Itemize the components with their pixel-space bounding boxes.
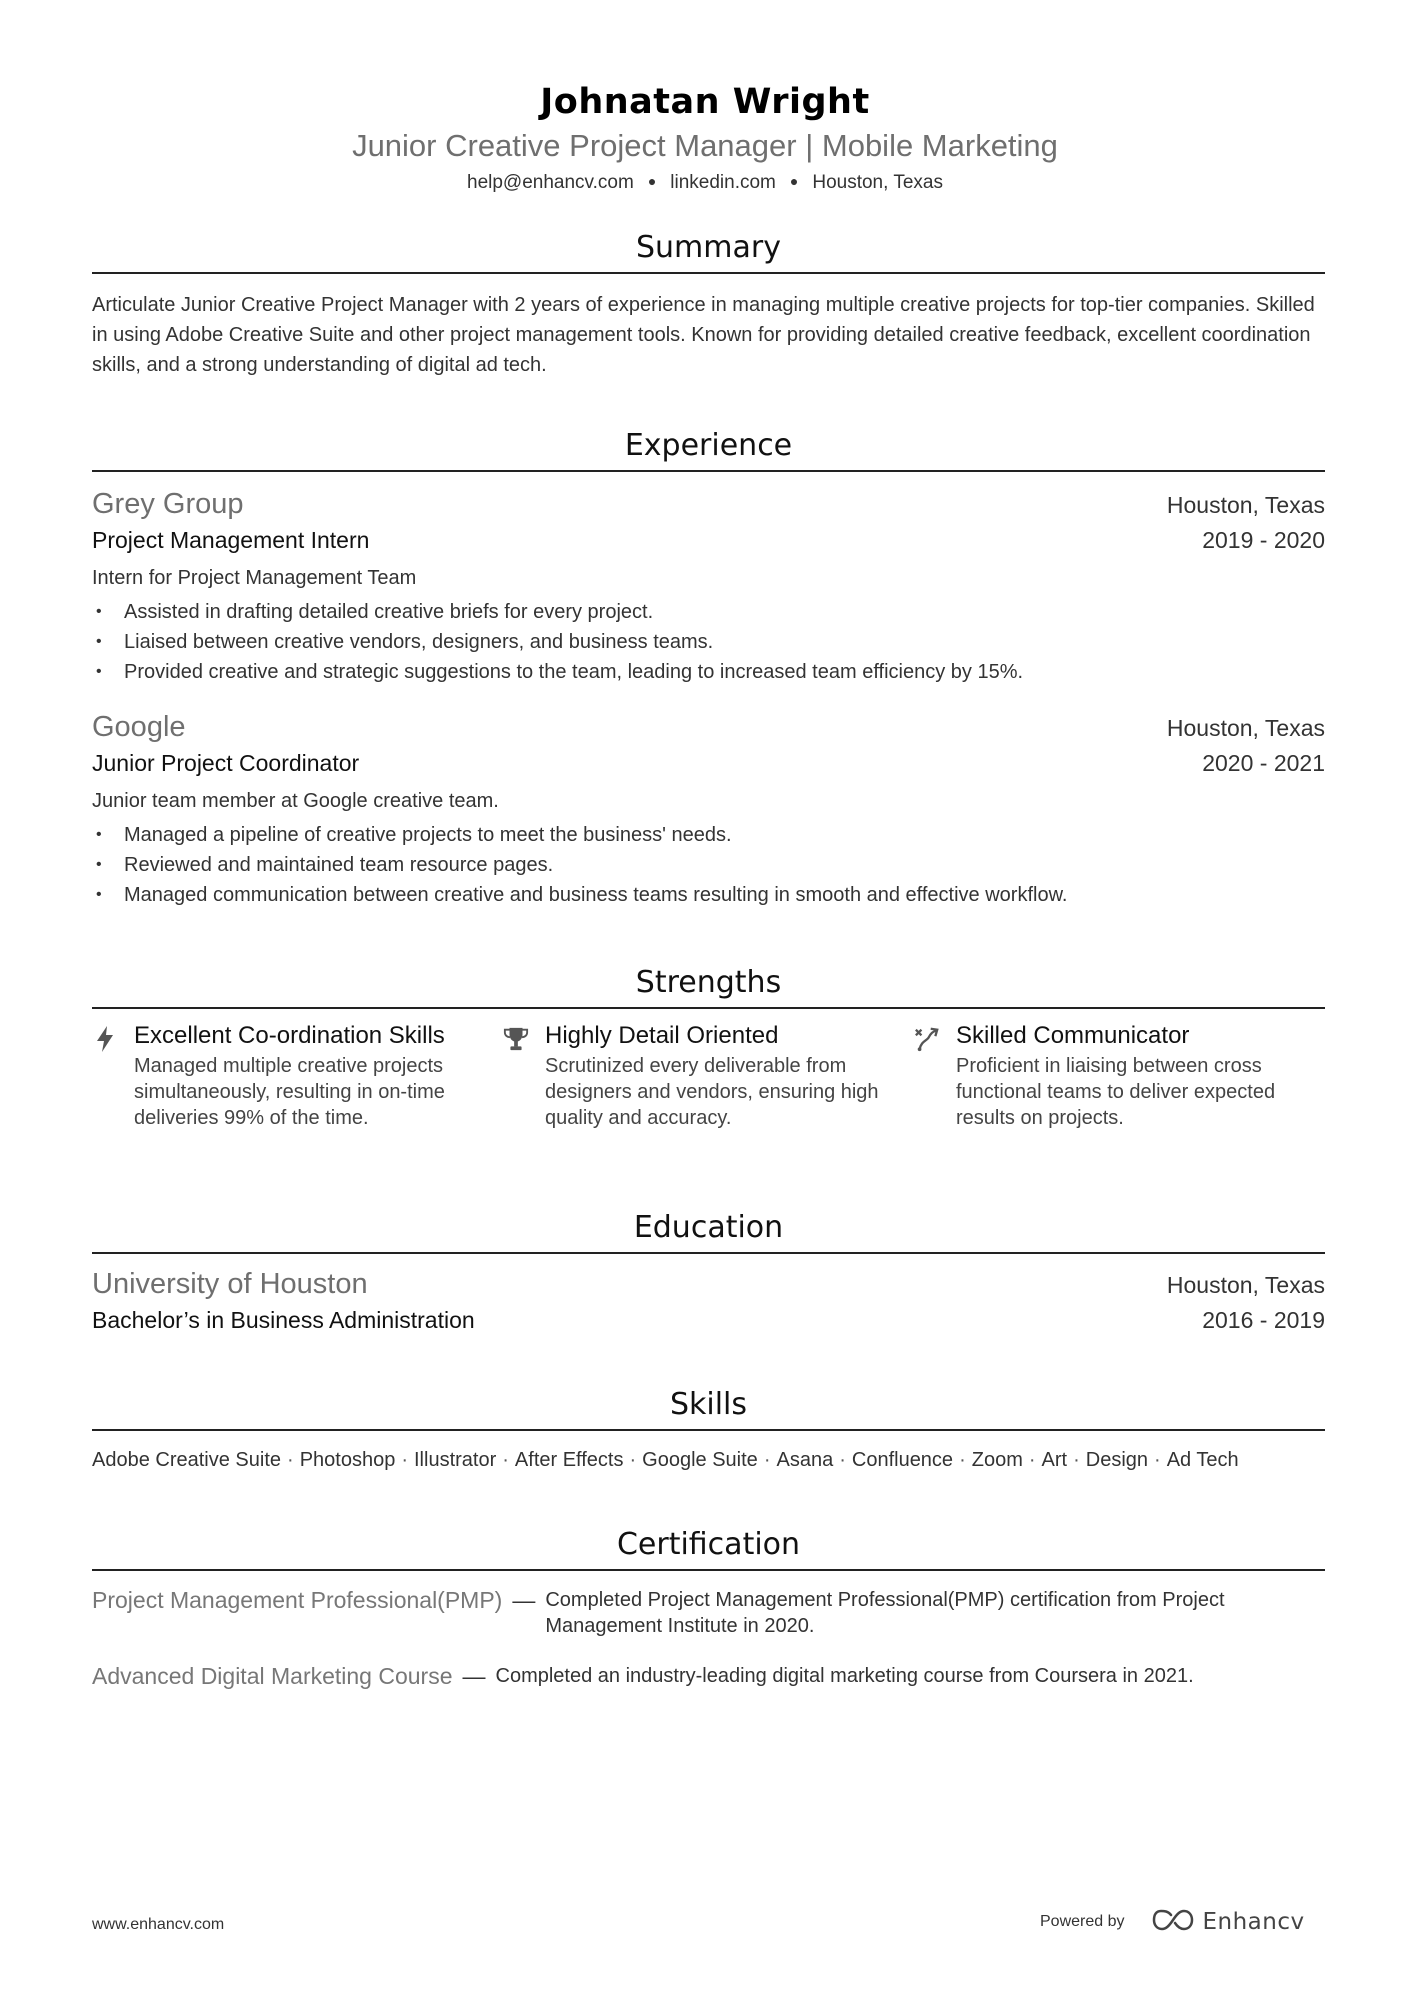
strength-item xyxy=(914,1019,1325,1131)
strengths-section xyxy=(92,963,1325,1131)
separator-dot: ● xyxy=(789,173,799,189)
footer-branding xyxy=(1040,1908,1305,1936)
skill-tag: Adobe Creative Suite xyxy=(92,1449,282,1471)
job-entry xyxy=(92,486,1325,687)
section-title: Summary xyxy=(92,228,1325,274)
job-dates: 2020 - 2021 xyxy=(1202,750,1325,776)
footer-website[interactable]: www.enhancv.com xyxy=(92,1916,225,1933)
strength-description: Scrutinized every deliverable from designers and vendors, ensuring high quality and accuracy. xyxy=(545,1055,879,1129)
strength-title: Highly Detail Oriented xyxy=(545,1022,779,1049)
degree-name: Bachelor’s in Business Administration xyxy=(92,1307,475,1333)
certification-name: Advanced Digital Marketing Course xyxy=(92,1663,453,1689)
contact-line xyxy=(0,168,1410,196)
candidate-name: Johnatan Wright xyxy=(540,82,870,122)
education-section xyxy=(92,1208,1325,1337)
lightning-bolt-icon xyxy=(92,1019,134,1131)
job-description: Intern for Project Management Team xyxy=(92,567,417,589)
email-link[interactable]: help@enhancv.com xyxy=(467,172,634,193)
skills-section xyxy=(92,1385,1325,1475)
job-bullets xyxy=(92,820,1325,910)
skill-tag: Photoshop xyxy=(299,1449,396,1471)
summary-section xyxy=(92,228,1325,380)
company-name: Grey Group xyxy=(92,488,244,520)
skill-tag: Google Suite xyxy=(642,1449,758,1471)
job-dates: 2019 - 2020 xyxy=(1202,527,1325,553)
strength-item xyxy=(92,1019,503,1131)
job-bullets xyxy=(92,597,1325,687)
section-title: Certification xyxy=(92,1525,1325,1571)
company-name: Google xyxy=(92,711,186,743)
route-arrow-icon xyxy=(914,1019,956,1131)
job-location: Houston, Texas xyxy=(1166,715,1325,741)
skill-tag: Design xyxy=(1085,1449,1149,1471)
experience-section xyxy=(92,426,1325,910)
strengths-grid xyxy=(92,1019,1325,1131)
certification-item: Project Management Professional(PMP) — Completed Project Management Professional(PMP) certification from Project Management Institute in 2020. xyxy=(92,1585,1325,1639)
certification-name: Project Management Professional(PMP) xyxy=(92,1587,503,1613)
summary-text: Articulate Junior Creative Project Manager with 2 years of experience in managing multiple creative projects for top-tier companies. Skilled in using Adobe Creative Suite and other project management tools. Known for providing detailed creative feedback, excellent coordination skills, and a strong understanding of digital ad tech. xyxy=(92,294,1315,376)
list-item: • Liaised between creative vendors, designers, and business teams. xyxy=(92,627,1325,657)
job-role: Project Management Intern xyxy=(92,527,370,553)
job-description: Junior team member at Google creative team. xyxy=(92,790,499,812)
job-location: Houston, Texas xyxy=(1166,492,1325,518)
section-title: Skills xyxy=(92,1385,1325,1431)
skill-tag: Asana xyxy=(776,1449,834,1471)
certification-item: Advanced Digital Marketing Course — Completed an industry-leading digital marketing course from Coursera in 2021. xyxy=(92,1663,1194,1689)
skill-tag: After Effects xyxy=(514,1449,624,1471)
list-item: • Assisted in drafting detailed creative briefs for every project. xyxy=(92,597,1325,627)
list-item: • Provided creative and strategic suggestions to the team, leading to increased team efficiency by 15%. xyxy=(92,657,1325,687)
job-role: Junior Project Coordinator xyxy=(92,750,360,776)
candidate-headline: Junior Creative Project Manager | Mobile Marketing xyxy=(352,128,1058,163)
certification-section xyxy=(92,1525,1325,1691)
skill-tag: Art xyxy=(1041,1449,1068,1471)
strength-item xyxy=(503,1019,914,1131)
linkedin-link[interactable]: linkedin.com xyxy=(670,172,776,193)
strength-description: Managed multiple creative projects simultaneously, resulting in on-time deliveries 99% of the time. xyxy=(134,1055,445,1129)
section-title: Education xyxy=(92,1208,1325,1254)
school-name: University of Houston xyxy=(92,1268,368,1300)
certification-description: Completed an industry-leading digital marketing course from Coursera in 2021. xyxy=(495,1665,1194,1687)
section-title: Strengths xyxy=(92,963,1325,1009)
strength-title: Skilled Communicator xyxy=(956,1022,1190,1049)
trophy-icon xyxy=(503,1019,545,1131)
skill-tag: Illustrator xyxy=(414,1449,497,1471)
education-dates: 2016 - 2019 xyxy=(1202,1307,1325,1333)
location-text: Houston, Texas xyxy=(812,172,943,193)
skill-tag: Confluence xyxy=(851,1449,954,1471)
skills-list: Adobe Creative Suite · Photoshop · Illustrator · After Effects · Google Suite · Asana · Confluence · Zoom · Art · Design · Ad Tech xyxy=(92,1449,1239,1471)
section-title: Experience xyxy=(92,426,1325,472)
enhancv-logo-icon xyxy=(1151,1908,1195,1936)
skill-tag: Zoom xyxy=(971,1449,1023,1471)
powered-by-label: Powered by xyxy=(1040,1913,1125,1930)
school-location: Houston, Texas xyxy=(1166,1272,1325,1298)
strength-title: Excellent Co-ordination Skills xyxy=(134,1022,445,1049)
separator-dot: ● xyxy=(647,173,657,189)
job-entry xyxy=(92,709,1325,910)
list-item: • Managed a pipeline of creative projects to meet the business' needs. xyxy=(92,820,1325,850)
certification-description: Completed Project Management Professional(PMP) certification from Project Management Institute in 2020. xyxy=(545,1589,1225,1637)
skill-tag: Ad Tech xyxy=(1166,1449,1239,1471)
brand-name[interactable]: Enhancv xyxy=(1202,1909,1305,1935)
list-item: • Reviewed and maintained team resource pages. xyxy=(92,850,1325,880)
strength-description: Proficient in liaising between cross functional teams to deliver expected results on projects. xyxy=(956,1055,1276,1129)
resume-header xyxy=(0,78,1410,196)
list-item: • Managed communication between creative and business teams resulting in smooth and effective workflow. xyxy=(92,880,1325,910)
